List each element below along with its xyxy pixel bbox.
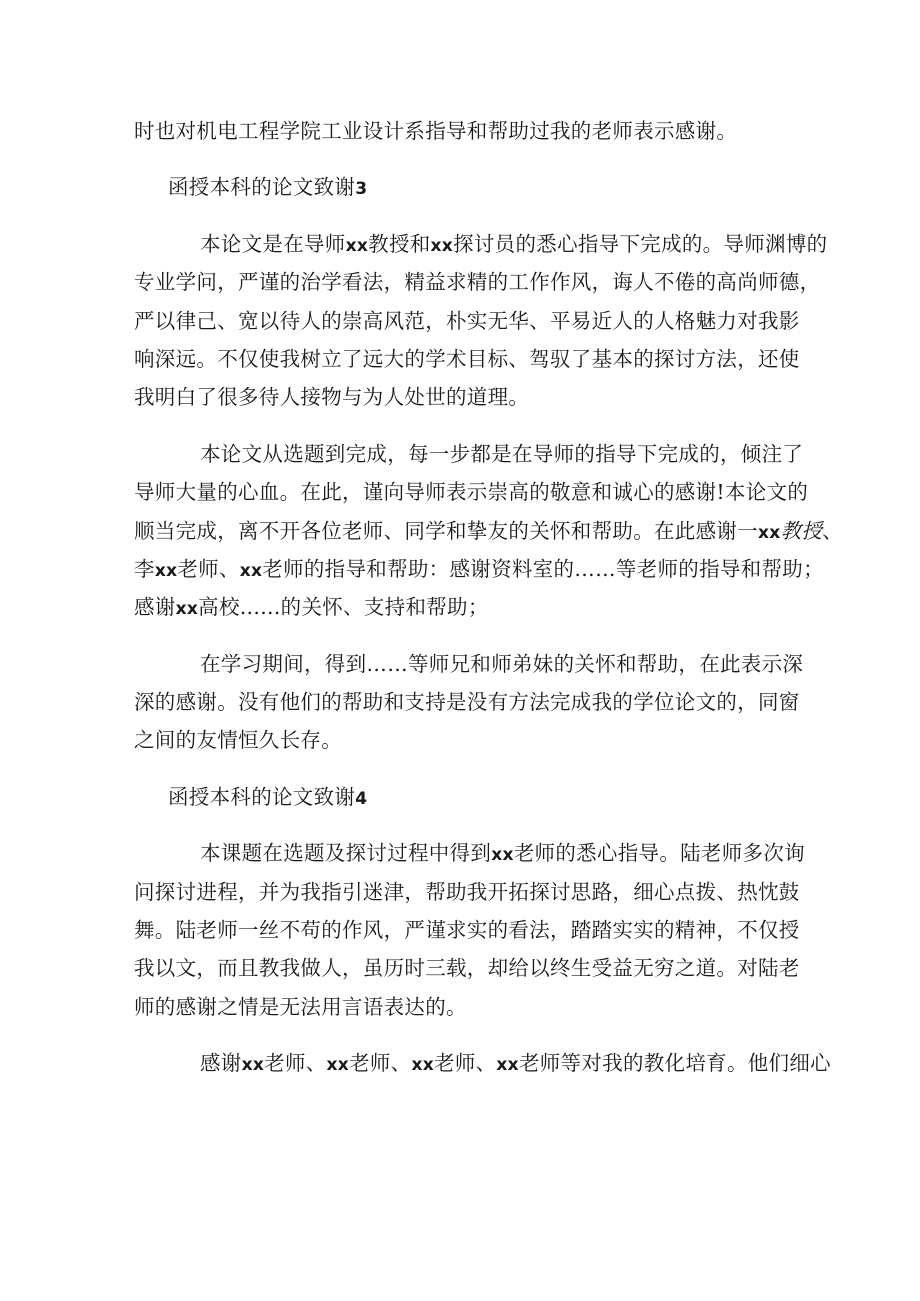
paragraph <box>134 225 828 417</box>
text-line: 导师大量的心血。在此，谨向导师表示崇高的敬意和诚心的感谢!本论文的 <box>134 480 809 505</box>
text-line: 专业学问，严谨的治学看法，精益求精的工作作风，诲人不倦的高尚师德， <box>134 270 821 295</box>
paragraph <box>134 1044 831 1082</box>
text-line: 在学习期间，得到……等师兄和师弟妹的关怀和帮助，在此表示深 <box>200 651 804 676</box>
section-heading: 函授本科的论文致谢3 <box>168 175 368 200</box>
text-line: 问探讨进程，并为我指引迷津，帮助我开拓探讨思路，细心点拨、热忱鼓 <box>134 879 800 904</box>
text-line: 响深远。不仅使我树立了远大的学术目标、驾驭了基本的探讨方法，还使 <box>134 346 800 371</box>
text-line: 我以文，而且教我做人，虽历时三载，却给以终生受益无穷之道。对陆老 <box>134 956 800 981</box>
section-heading: 函授本科的论文致谢4 <box>168 784 368 809</box>
text-line: 顺当完成，离不开各位老师、同学和挚友的关怀和帮助。在此感谢一xx教授、 <box>134 518 843 543</box>
text-line: 深的感谢。没有他们的帮助和支持是没有方法完成我的学位论文的，同窗 <box>134 690 800 715</box>
text-line: 本课题在选题及探讨过程中得到xx老师的悉心指导。陆老师多次询 <box>200 841 805 866</box>
text-line: 时也对机电工程学院工业设计系指导和帮助过我的老师表示感谢。 <box>134 119 738 143</box>
text-line: 感谢xx老师、xx老师、xx老师、xx老师等对我的教化培育。他们细心 <box>200 1051 831 1076</box>
paragraph <box>134 834 805 1026</box>
text-line: 舞。陆老师一丝不苟的作风，严谨求实的看法，踏踏实实的精神，不仅授 <box>134 918 800 943</box>
text-line: 严以律己、宽以待人的崇高风范，朴实无华、平易近人的人格魅力对我影 <box>134 308 800 333</box>
paragraph <box>134 435 843 627</box>
text-line: 李xx老师、xx老师的指导和帮助：感谢资料室的……等老师的指导和帮助； <box>134 556 824 581</box>
text-line: 本论文从选题到完成，每一步都是在导师的指导下完成的，倾注了 <box>200 441 804 466</box>
text-line: 师的感谢之情是无法用言语表达的。 <box>134 994 467 1019</box>
text-line: 感谢xx高校......的关怀、支持和帮助； <box>134 595 489 620</box>
document-body <box>134 112 843 1083</box>
text-line: 本论文是在导师xx教授和xx探讨员的悉心指导下完成的。导师渊博的 <box>200 231 828 256</box>
text-line: 我明白了很多待人接物与为人处世的道理。 <box>134 385 530 410</box>
text-line: 之间的友情恒久长存。 <box>134 728 342 753</box>
paragraph <box>134 645 804 760</box>
